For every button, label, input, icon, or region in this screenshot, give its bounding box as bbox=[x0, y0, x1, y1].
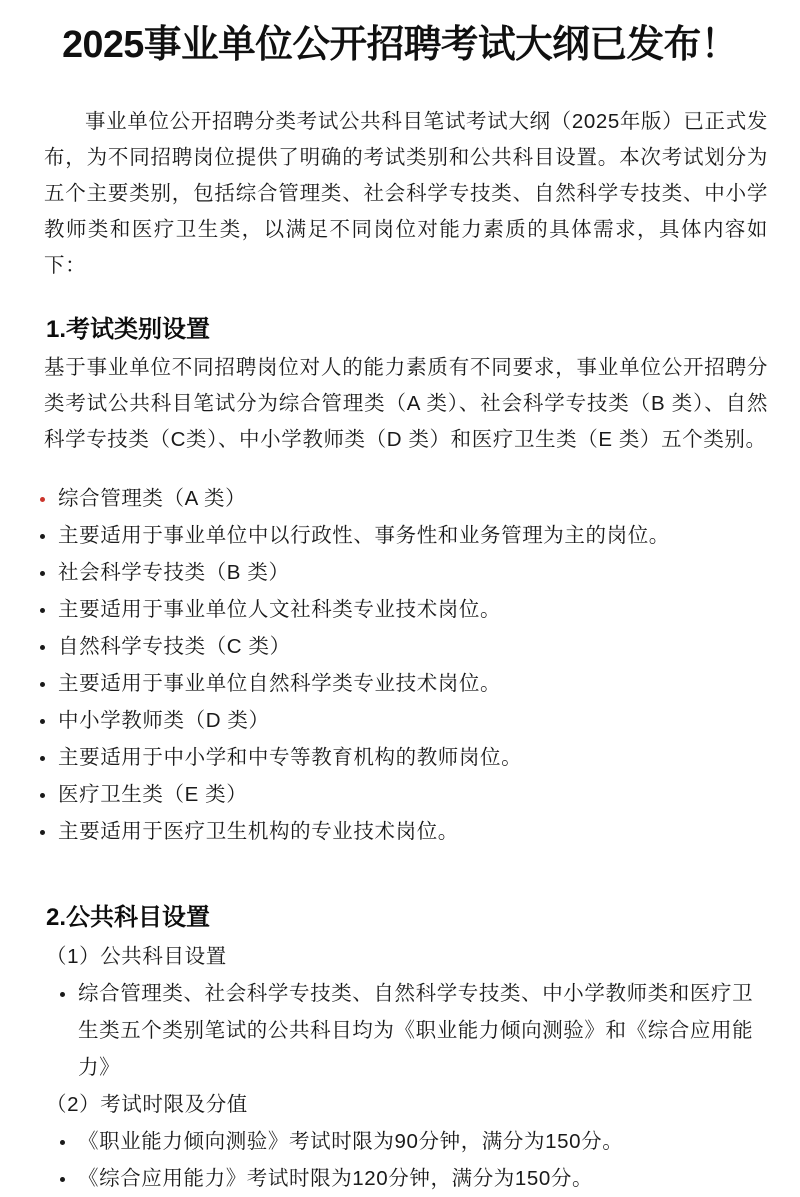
page-title: 2025事业单位公开招聘考试大纲已发布！ bbox=[62, 24, 738, 66]
comprehensive-ability-text: 《综合应用能力》考试时限为120分钟，满分为150分。 bbox=[78, 1167, 594, 1190]
sub-label-time-and-score: （2）考试时限及分值 bbox=[46, 1093, 248, 1116]
category-label-e: 医疗卫生类（E 类） bbox=[58, 783, 248, 806]
section-heading-exam-categories: 1.考试类别设置 bbox=[46, 316, 211, 343]
category-label-d: 中小学教师类（D 类） bbox=[58, 709, 270, 732]
list-item-category-b bbox=[32, 554, 768, 591]
list-item-category-e-desc bbox=[32, 813, 768, 850]
list-item-category-d bbox=[32, 702, 768, 739]
document-page bbox=[0, 22, 800, 1190]
aptitude-test-text: 《职业能力倾向测验》考试时限为90分钟，满分为150分。 bbox=[78, 1130, 624, 1153]
category-desc-a: 主要适用于事业单位中以行政性、事务性和业务管理为主的岗位。 bbox=[58, 524, 670, 547]
public-subjects-group-1 bbox=[32, 938, 768, 1086]
category-label-c: 自然科学专技类（C 类） bbox=[58, 635, 291, 658]
category-label-a: 综合管理类（A 类） bbox=[58, 487, 247, 510]
list-item-category-b-desc bbox=[32, 591, 768, 628]
list-item-public-subjects bbox=[54, 975, 768, 1086]
category-desc-d: 主要适用于中小学和中专等教育机构的教师岗位。 bbox=[58, 746, 523, 769]
public-subjects-text: 综合管理类、社会科学专技类、自然科学专技类、中小学教师类和医疗卫生类五个类别笔试的公共科目均为《职业能力倾向测验》和《综合应用能力》 bbox=[78, 982, 754, 1079]
category-desc-c: 主要适用于事业单位自然科学类专业技术岗位。 bbox=[58, 672, 502, 695]
public-subjects-group-2 bbox=[32, 1086, 768, 1197]
list-item-category-e bbox=[32, 776, 768, 813]
category-list bbox=[32, 480, 768, 850]
category-label-b: 社会科学专技类（B 类） bbox=[58, 561, 290, 584]
list-item-category-a-desc bbox=[32, 517, 768, 554]
list-item-category-c-desc bbox=[32, 665, 768, 702]
section1-paragraph: 基于事业单位不同招聘岗位对人的能力素质有不同要求，事业单位公开招聘分类考试公共科目笔试分为综合管理类（A 类）、社会科学专技类（B 类）、自然科学专技类（C类）、中小学教师类（D 类）和医疗卫生类（E 类）五个类别。 bbox=[44, 356, 768, 451]
list-item-category-c bbox=[32, 628, 768, 665]
list-item-category-a bbox=[32, 480, 768, 517]
category-desc-b: 主要适用于事业单位人文社科类专业技术岗位。 bbox=[58, 598, 502, 621]
list-item-comprehensive-ability bbox=[54, 1160, 768, 1197]
section-heading-public-subjects: 2.公共科目设置 bbox=[46, 904, 211, 931]
list-item-category-d-desc bbox=[32, 739, 768, 776]
sub-label-public-subjects: （1）公共科目设置 bbox=[46, 945, 227, 968]
list-item-aptitude-test bbox=[54, 1123, 768, 1160]
intro-paragraph: 事业单位公开招聘分类考试公共科目笔试考试大纲（2025年版）已正式发布，为不同招聘岗位提供了明确的考试类别和公共科目设置。本次考试划分为五个主要类别，包括综合管理类、社会科学专技类、自然科学专技类、中小学教师类和医疗卫生类，以满足不同岗位对能力素质的具体需求，具体内容如下： bbox=[44, 110, 768, 277]
category-desc-e: 主要适用于医疗卫生机构的专业技术岗位。 bbox=[58, 820, 459, 843]
time-and-score-list bbox=[32, 1123, 768, 1197]
public-subjects-list bbox=[32, 975, 768, 1086]
